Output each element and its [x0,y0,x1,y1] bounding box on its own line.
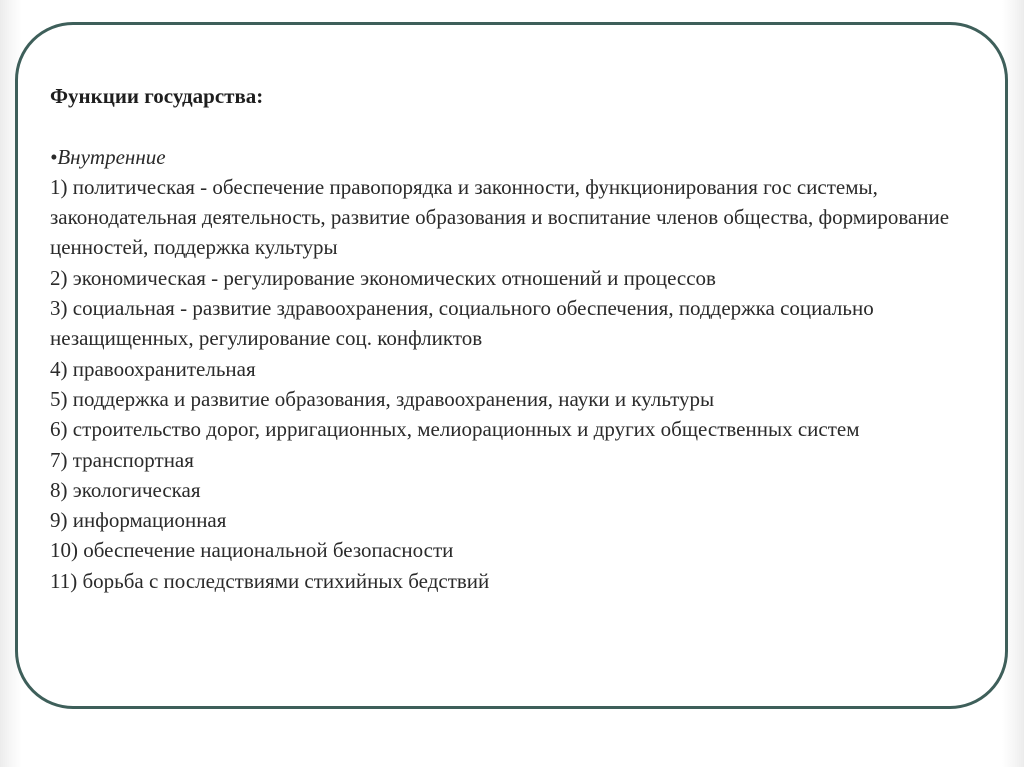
list-item: 7) транспортная [50,447,194,472]
list-item: 8) экологическая [50,477,201,502]
list-item: 9) информационная [50,508,227,533]
list-item: 10) обеспечение национальной безопасности [50,538,454,563]
list-item: 6) строительство дорог, ирригационных, мелиорационных и других общественных систем [50,417,860,442]
list-item: 2) экономическая - регулирование экономических отношений и процессов [50,265,716,290]
list-item: 1) политическая - обеспечение правопорядка и законности, функционирования гос системы, законодательная деятельность, развитие образования и воспитание членов общества, формирование ценностей, поддержка культуры [50,174,950,260]
slide-title: Функции государства: [50,84,264,108]
blank-line [50,111,980,141]
slide-content [50,81,980,596]
section-subtitle: •Внутренние [50,144,166,169]
list-item: 11) борьба с последствиями стихийных бедствий [50,568,490,593]
list-item: 3) социальная - развитие здравоохранения, социального обеспечения, поддержка социально незащищенных, регулирование соц. конфликтов [50,296,874,351]
list-item: 4) правоохранительная [50,356,256,381]
list-item: 5) поддержка и развитие образования, здравоохранения, науки и культуры [50,386,715,411]
